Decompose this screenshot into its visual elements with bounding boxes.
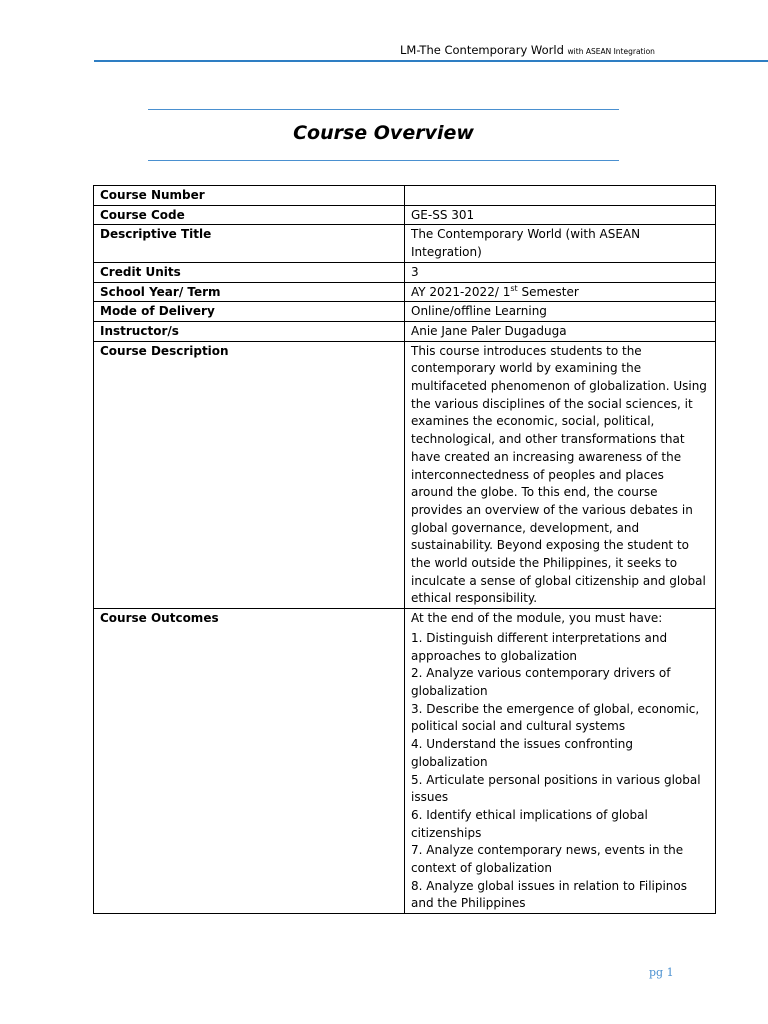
table-row-school-year bbox=[94, 282, 716, 302]
row-value bbox=[405, 609, 716, 914]
row-value: Online/offline Learning bbox=[405, 302, 716, 322]
running-header bbox=[400, 43, 730, 57]
outcome-item: 4. Understand the issues confronting globalization bbox=[411, 737, 633, 769]
table-row-mode-of-delivery bbox=[94, 302, 716, 322]
outcome-item: 3. Describe the emergence of global, economic, political social and cultural systems bbox=[411, 701, 700, 734]
outcome-item: 5. Articulate personal positions in various global issues bbox=[411, 772, 701, 805]
outcome-item: 6. Identify ethical implications of global citizenships bbox=[411, 807, 648, 840]
row-label: Course Description bbox=[94, 341, 405, 609]
outcomes-intro: At the end of the module, you must have: bbox=[411, 611, 663, 626]
row-label: Credit Units bbox=[94, 262, 405, 282]
page-number: pg 1 bbox=[649, 966, 674, 979]
row-label: Course Outcomes bbox=[94, 609, 405, 914]
table-row-descriptive-title bbox=[94, 225, 716, 262]
row-label: Descriptive Title bbox=[94, 225, 405, 262]
outcome-item: 8. Analyze global issues in relation to Filipinos and the Philippines bbox=[411, 878, 688, 911]
row-label: Course Code bbox=[94, 205, 405, 225]
school-year-ordinal: st bbox=[510, 283, 518, 293]
table-row-credit-units bbox=[94, 262, 716, 282]
row-label: Mode of Delivery bbox=[94, 302, 405, 322]
table-row-course-code bbox=[94, 205, 716, 225]
row-value: This course introduces students to the contemporary world by examining the multifaceted phenomenon of globalization. Using the various disciplines of the social sciences, it examines the economic, social, political, technological, and other transformations that have created an increasing awareness of the interconnectedness of peoples and places around the globe. To this end, the course provides an overview of the various debates in global governance, development, and sustainability. Beyond exposing the student to the world outside the Philippines, it seeks to inculcate a sense of global citizenship and global ethical responsibility. bbox=[405, 341, 716, 609]
row-value: The Contemporary World (with ASEAN Integration) bbox=[405, 225, 716, 262]
title-rule-top bbox=[148, 109, 619, 110]
outcome-item: 7. Analyze contemporary news, events in the context of globalization bbox=[411, 843, 684, 876]
row-value: Anie Jane Paler Dugaduga bbox=[405, 321, 716, 341]
table-row-course-description bbox=[94, 341, 716, 609]
outcome-item: 2. Analyze various contemporary drivers of globalization bbox=[411, 666, 671, 698]
school-year-suffix: Semester bbox=[517, 284, 579, 299]
title-rule-bottom bbox=[148, 160, 619, 161]
row-value: 3 bbox=[405, 262, 716, 282]
header-title-small: with ASEAN Integration bbox=[567, 47, 655, 56]
header-title-main: LM-The Contemporary World bbox=[400, 43, 564, 57]
row-label: School Year/ Term bbox=[94, 282, 405, 302]
table-row-course-number bbox=[94, 186, 716, 206]
outcome-item: 1. Distinguish different interpretations and approaches to globalization bbox=[411, 630, 668, 663]
row-value bbox=[405, 186, 716, 206]
row-label: Course Number bbox=[94, 186, 405, 206]
table-row-course-outcomes bbox=[94, 609, 716, 914]
school-year-prefix: AY 2021-2022/ 1 bbox=[411, 284, 511, 299]
table-row-instructor bbox=[94, 321, 716, 341]
row-value bbox=[405, 282, 716, 302]
course-overview-table bbox=[93, 185, 716, 914]
row-label: Instructor/s bbox=[94, 321, 405, 341]
header-rule bbox=[94, 60, 768, 62]
row-value: GE-SS 301 bbox=[405, 205, 716, 225]
page-title: Course Overview bbox=[293, 122, 474, 144]
